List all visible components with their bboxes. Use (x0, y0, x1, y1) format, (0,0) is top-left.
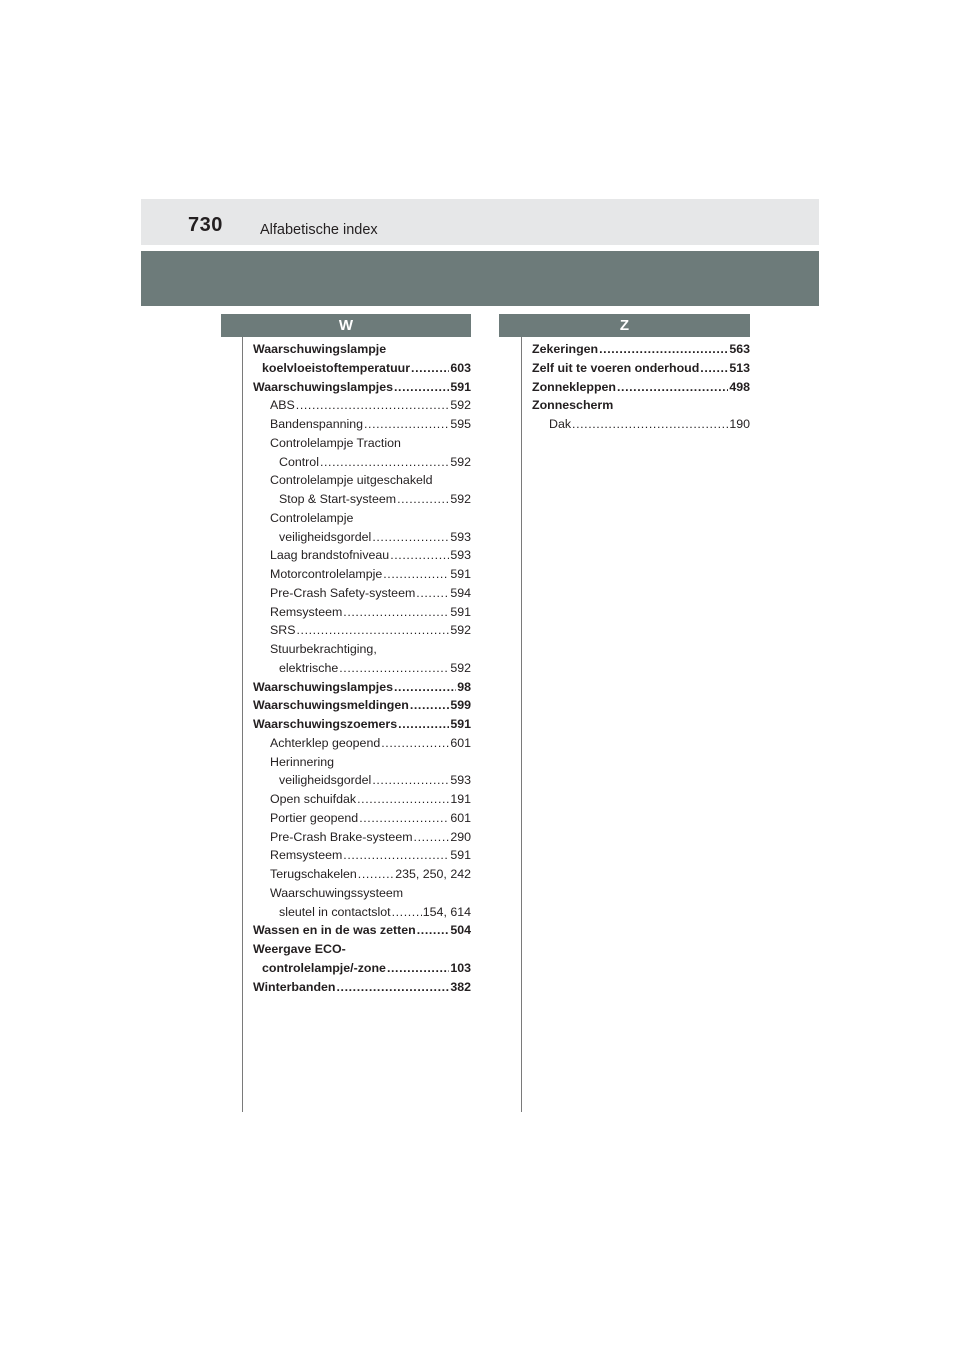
index-entry (253, 378, 471, 397)
index-entry (253, 921, 471, 940)
entry-page-ref: 235, 250, 242 (395, 867, 471, 881)
entry-term: Zekeringen (532, 342, 599, 356)
index-entry (253, 565, 471, 584)
dot-leader (359, 809, 449, 828)
entry-term: Terugschakelen (270, 867, 357, 881)
entry-page-ref: 595 (450, 417, 471, 431)
index-entry (253, 509, 471, 547)
index-entry (253, 696, 471, 715)
dot-leader (358, 865, 394, 884)
entry-term: Remsysteem (270, 604, 343, 619)
entry-page-ref: 603 (450, 360, 471, 375)
dot-leader (390, 546, 449, 565)
entry-page-ref: 513 (729, 360, 750, 375)
dot-leader (411, 359, 449, 378)
entry-page-ref: 592 (450, 492, 471, 506)
column-rule-z (521, 337, 522, 1112)
entry-term: Laag brandstofniveau (270, 548, 390, 563)
entry-page-ref: 563 (729, 342, 750, 356)
entry-page-ref: 103 (450, 960, 471, 975)
entry-term: Waarschuwingslampjes (253, 379, 394, 394)
entry-term: veiligheidsgordel (279, 529, 372, 544)
dot-leader (296, 396, 450, 415)
entry-term: Control (279, 454, 319, 469)
index-entry (253, 471, 471, 509)
index-entry (253, 734, 471, 753)
entry-term: Waarschuwingszoemers (253, 717, 398, 731)
entry-term: Herinnering (270, 754, 335, 769)
index-entry (253, 809, 471, 828)
index-entry (532, 340, 750, 359)
entry-page-ref: 498 (729, 379, 750, 394)
index-entry (253, 640, 471, 678)
entry-page-ref: 594 (450, 585, 471, 600)
section-letter-w: W (221, 314, 471, 337)
entry-term: Waarschuwingssysteem (270, 885, 404, 900)
index-entry (253, 546, 471, 565)
entry-page-ref: 591 (450, 604, 471, 619)
entry-page-ref: 591 (450, 379, 471, 394)
index-entry (253, 340, 471, 378)
entry-term: Portier geopend (270, 810, 359, 825)
index-entry (253, 715, 471, 734)
entry-term: Stop & Start-systeem (279, 492, 397, 506)
entry-page-ref: 593 (450, 529, 471, 544)
section-letter-z: Z (499, 314, 750, 337)
dot-leader (394, 378, 449, 397)
entry-page-ref: 591 (450, 567, 471, 581)
entry-term: Pre-Crash Safety-systeem (270, 585, 416, 600)
header-band (141, 199, 819, 245)
entry-page-ref: 599 (450, 698, 471, 713)
dot-leader (337, 978, 450, 997)
dot-leader (414, 828, 450, 847)
dot-leader (387, 959, 449, 978)
entry-page-ref: 592 (450, 660, 471, 675)
entry-term: Stuurbekrachtiging, (270, 642, 377, 656)
dot-leader (320, 453, 449, 472)
dot-leader (372, 771, 449, 790)
dot-leader (357, 790, 449, 809)
index-entry (253, 846, 471, 865)
index-entry (253, 978, 471, 997)
dot-leader (383, 565, 449, 584)
dot-leader (397, 490, 449, 509)
index-entry (253, 790, 471, 809)
entry-term: elektrische (279, 660, 339, 675)
index-entry (253, 940, 471, 978)
dot-leader (372, 528, 449, 547)
index-entry (253, 753, 471, 791)
entry-term: ABS (270, 398, 295, 413)
index-entry (253, 865, 471, 884)
dot-leader (296, 621, 449, 640)
entry-term: Dak (549, 417, 572, 431)
entry-term: Pre-Crash Brake-systeem (270, 829, 413, 844)
entry-page-ref: 593 (450, 773, 471, 788)
index-entry (532, 378, 750, 397)
dot-leader (599, 340, 728, 359)
entry-term: Waarschuwingslampjes (253, 679, 394, 694)
entry-term: Achterklep geopend (270, 735, 381, 750)
dot-leader (364, 415, 449, 434)
index-entry (253, 621, 471, 640)
dot-leader (572, 415, 728, 434)
index-column-w (253, 340, 471, 996)
index-entry (253, 396, 471, 415)
entry-term: Waarschuwingslampje (253, 342, 387, 356)
page-header-title: Alfabetische index (260, 222, 378, 238)
entry-page-ref: 593 (450, 548, 471, 563)
entry-term: Bandenspanning (270, 417, 364, 431)
dot-leader (398, 715, 449, 734)
entry-page-ref: 191 (450, 792, 471, 806)
header-bar (141, 251, 819, 306)
entry-term: Winterbanden (253, 979, 336, 994)
index-column-z (532, 340, 750, 434)
entry-term: Weergave ECO- (253, 942, 346, 956)
entry-page-ref: 591 (450, 717, 471, 731)
dot-leader (394, 678, 456, 697)
index-entry (253, 415, 471, 434)
index-entry (253, 584, 471, 603)
dot-leader (700, 359, 728, 378)
dot-leader (343, 603, 449, 622)
entry-term: Zelf uit te voeren onderhoud (532, 360, 700, 375)
entry-term: Motorcontrolelampje (270, 567, 383, 581)
entry-term: Wassen en in de was zetten (253, 923, 416, 938)
dot-leader (381, 734, 449, 753)
entry-page-ref: 601 (450, 810, 471, 825)
entry-page-ref: 592 (450, 623, 471, 638)
entry-page-ref: 591 (450, 848, 471, 863)
entry-term: Zonnekleppen (532, 379, 616, 394)
entry-page-ref: 190 (729, 417, 750, 431)
dot-leader (343, 846, 449, 865)
entry-term: Zonnescherm (532, 398, 614, 413)
entry-term: Open schuifdak (270, 792, 357, 806)
entry-page-ref: 382 (450, 979, 471, 994)
entry-term: Controlelampje Traction (270, 435, 401, 450)
index-entry (532, 359, 750, 378)
entry-term: veiligheidsgordel (279, 773, 372, 788)
entry-page-ref: 504 (450, 923, 471, 938)
entry-term: Controlelampje uitgeschakeld (270, 473, 433, 488)
dot-leader (617, 378, 728, 397)
entry-term: Remsysteem (270, 848, 343, 863)
dot-leader (392, 903, 422, 922)
entry-term: koelvloeistoftemperatuur (262, 360, 411, 375)
dot-leader (416, 584, 449, 603)
index-entry (253, 828, 471, 847)
entry-page-ref: 601 (450, 735, 471, 750)
entry-page-ref: 154, 614 (422, 904, 471, 919)
index-entry (253, 603, 471, 622)
index-entry (532, 415, 750, 434)
entry-term: controlelampje/-zone (262, 960, 386, 975)
dot-leader (410, 696, 449, 715)
entry-term: SRS (270, 623, 296, 638)
entry-page-ref: 592 (450, 398, 471, 413)
entry-term: Waarschuwingsmeldingen (253, 698, 409, 713)
dot-leader (339, 659, 449, 678)
entry-term: sleutel in contactslot (279, 904, 391, 919)
entry-term: Controlelampje (270, 510, 354, 525)
entry-page-ref: 290 (450, 829, 471, 844)
entry-page-ref: 592 (450, 454, 471, 469)
index-entry (253, 678, 471, 697)
entry-page-ref: 98 (457, 679, 471, 694)
dot-leader (417, 921, 450, 940)
column-rule-w (242, 337, 243, 1112)
index-entry (253, 434, 471, 472)
index-entry (253, 884, 471, 922)
page-number: 730 (188, 214, 223, 236)
index-entry (532, 396, 750, 415)
